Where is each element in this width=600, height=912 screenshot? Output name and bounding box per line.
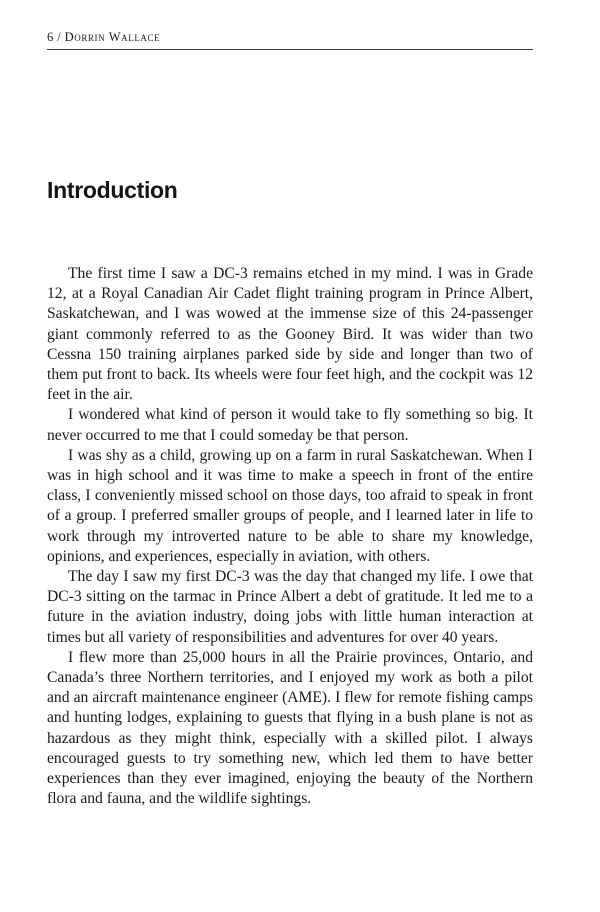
author-name: Dorrin Wallace xyxy=(64,30,161,44)
chapter-body xyxy=(47,264,533,809)
header-separator: / xyxy=(57,30,62,44)
paragraph: The day I saw my first DC-3 was the day that changed my life. I owe that DC-3 sitting on the tarmac in Prince Albert a debt of gratitude. It led me to a future in the aviation industry, doing jobs with little human interaction at times but all variety of responsibilities and adventures for over 40 years. xyxy=(47,568,533,646)
paragraph: I wondered what kind of person it would take to fly something so big. It never occurred to me that I could someday be that person. xyxy=(47,406,533,444)
paragraph: The first time I saw a DC-3 remains etched in my mind. I was in Grade 12, at a Royal Canadian Air Cadet flight training program in Prince Albert, Saskatchewan, and I was wowed at the immense size of this 24-passenger giant commonly referred to as the Gooney Bird. It was wider than two Cessna 150 training airplanes parked side by side and longer than two of them put front to back. Its wheels were four feet high, and the cockpit was 12 feet in the air. xyxy=(47,265,533,404)
paragraph: I flew more than 25,000 hours in all the Prairie provinces, Ontario, and Canada’s three Northern territories, and I enjoyed my work as both a pilot and an aircraft maintenance engineer (AME). I flew for remote fishing camps and hunting lodges, explaining to guests that flying in a bush plane is not as hazardous as they might think, especially with a skilled pilot. I always encouraged guests to try something new, which led them to have better experiences than they ever imagined, enjoying the beauty of the Northern flora and fauna, and the wildlife sightings. xyxy=(47,648,533,808)
paragraph: I was shy as a child, growing up on a farm in rural Saskatchewan. When I was in high school and it was time to make a speech in front of the entire class, I conveniently missed school on those days, too afraid to speak in front of a group. I preferred smaller groups of people, and I learned later in life to work through my introverted nature to be able to share my knowledge, opinions, and experiences, especially in aviation, with others. xyxy=(47,446,533,565)
running-head xyxy=(47,30,533,50)
page-number: 6 xyxy=(47,30,54,44)
chapter-title: Introduction xyxy=(47,177,178,203)
